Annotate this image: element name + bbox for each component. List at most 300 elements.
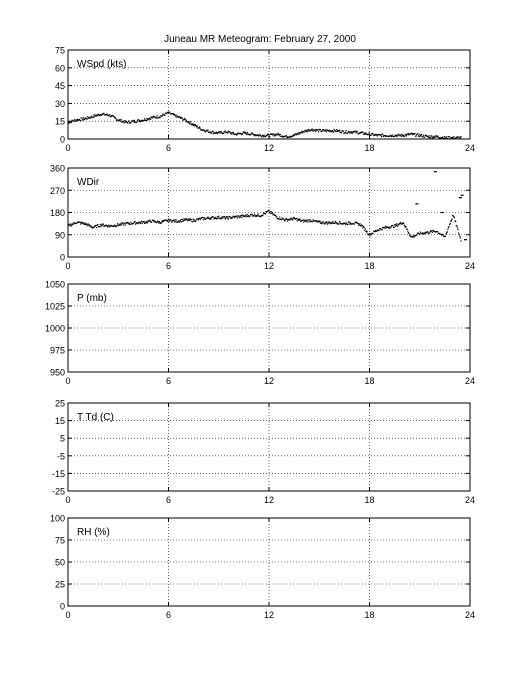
data-point (331, 131, 332, 132)
data-point (106, 113, 107, 114)
data-point (365, 228, 366, 229)
data-point (142, 223, 143, 224)
x-tick-label: 0 (65, 610, 71, 620)
data-point (460, 138, 461, 139)
x-tick-label: 18 (364, 376, 375, 386)
data-point (390, 226, 391, 227)
data-point (292, 136, 293, 137)
data-point (144, 223, 145, 224)
data-point (332, 221, 333, 222)
data-point (401, 136, 402, 137)
data-point (308, 219, 309, 220)
data-point (268, 209, 269, 210)
data-point (458, 232, 459, 233)
data-point (163, 221, 164, 222)
data-point (278, 134, 279, 135)
data-point (435, 136, 436, 137)
data-point (75, 121, 76, 122)
data-point (441, 212, 444, 213)
data-point (286, 135, 287, 136)
data-point (405, 226, 406, 227)
data-point (230, 132, 231, 133)
data-point (333, 131, 334, 132)
data-point (461, 195, 464, 196)
data-point (87, 225, 88, 226)
data-point (457, 227, 458, 228)
data-point (258, 213, 259, 214)
data-point (349, 131, 350, 132)
data-point (460, 237, 461, 238)
data-point (93, 117, 94, 118)
x-tick-label: 12 (263, 261, 275, 271)
data-point (427, 231, 428, 232)
data-point (172, 113, 173, 114)
data-point (297, 220, 298, 221)
data-point (195, 220, 196, 221)
data-point (79, 222, 80, 223)
x-tick-label: 24 (464, 495, 476, 505)
data-point (177, 221, 178, 222)
data-point (372, 133, 373, 134)
y-tick-label: 1050 (44, 279, 65, 290)
panel-label: P (mb) (77, 293, 107, 304)
data-point (171, 221, 172, 222)
data-point (120, 121, 121, 122)
data-point (134, 221, 135, 222)
data-point (298, 132, 299, 133)
data-point (381, 229, 382, 230)
data-point (192, 123, 193, 124)
data-point (200, 128, 201, 129)
data-point (166, 113, 167, 114)
data-point (336, 222, 337, 223)
data-point (182, 221, 183, 222)
x-tick-label: 18 (364, 495, 375, 505)
data-point (245, 132, 246, 133)
data-point (369, 235, 370, 236)
data-point (298, 134, 299, 135)
data-point (305, 131, 306, 132)
data-point (335, 221, 336, 222)
data-point (424, 233, 425, 234)
data-point (113, 226, 114, 227)
y-tick-label: 90 (54, 230, 65, 241)
data-point (77, 119, 78, 120)
data-point (275, 135, 276, 136)
data-point (244, 131, 245, 132)
data-point (124, 122, 125, 123)
data-point (262, 215, 263, 216)
data-point (432, 137, 433, 138)
y-tick-label: 45 (54, 81, 65, 92)
data-point (199, 218, 200, 219)
data-point (217, 216, 218, 217)
data-point (188, 218, 189, 219)
data-point (182, 219, 183, 220)
data-point (320, 221, 321, 222)
x-tick-label: 6 (165, 495, 172, 505)
data-point (149, 220, 150, 221)
data-point (116, 225, 117, 226)
data-point (343, 131, 344, 132)
x-tick-label: 0 (65, 376, 71, 386)
data-point (291, 217, 292, 218)
data-point (305, 130, 306, 131)
data-point (308, 129, 309, 130)
data-point (362, 225, 363, 226)
data-point (445, 236, 446, 237)
data-point (409, 234, 410, 235)
data-point (380, 135, 381, 136)
data-point (109, 114, 110, 115)
data-point (121, 119, 122, 120)
y-tick-label: 360 (49, 163, 65, 174)
data-point (264, 135, 265, 136)
data-point (188, 122, 189, 123)
data-point (194, 125, 195, 126)
y-tick-label: 100 (49, 513, 65, 524)
data-point (133, 120, 134, 121)
data-point (224, 216, 225, 217)
data-point (183, 119, 184, 120)
data-point (369, 132, 370, 133)
data-point (244, 216, 245, 217)
data-point (210, 132, 211, 133)
data-point (419, 234, 420, 235)
data-point (200, 219, 201, 220)
x-tick-label: 24 (464, 610, 476, 620)
data-point (272, 212, 273, 213)
x-tick-label: 0 (65, 143, 71, 153)
data-point (385, 226, 386, 227)
data-point (73, 224, 74, 225)
data-point (335, 131, 336, 132)
data-point (84, 222, 85, 223)
data-point (448, 136, 449, 137)
data-point (166, 220, 167, 221)
y-tick-label: 30 (54, 98, 65, 109)
data-point (157, 115, 158, 116)
data-point (175, 116, 176, 117)
data-point (378, 230, 379, 231)
data-point (338, 131, 339, 132)
data-point (195, 124, 196, 125)
data-point (249, 216, 250, 217)
data-point (224, 217, 225, 218)
data-point (400, 134, 401, 135)
data-point (398, 134, 399, 135)
y-tick-label: 0 (59, 134, 65, 145)
data-point (310, 219, 311, 220)
data-point (277, 133, 278, 134)
panel-2 (50, 164, 475, 272)
data-point (88, 223, 89, 224)
x-tick-label: 24 (464, 261, 476, 271)
data-point (432, 232, 433, 233)
data-point (99, 226, 100, 227)
data-point (449, 136, 450, 137)
y-tick-label: 270 (49, 185, 65, 196)
data-point (148, 221, 149, 222)
data-point (396, 225, 397, 226)
y-tick-label: 75 (54, 535, 65, 546)
data-point (210, 218, 211, 219)
data-point (392, 134, 393, 135)
data-point (227, 217, 228, 218)
y-tick-label: 15 (54, 416, 65, 427)
data-point (194, 219, 195, 220)
data-point (394, 136, 395, 137)
data-point (429, 232, 430, 233)
data-point (416, 135, 417, 136)
panel-4 (52, 399, 475, 506)
data-point (202, 217, 203, 218)
data-point (198, 219, 199, 220)
data-point (246, 133, 247, 134)
data-point (414, 133, 415, 134)
data-point (454, 217, 455, 218)
data-point (316, 129, 317, 130)
data-point (136, 122, 137, 123)
data-point (270, 213, 271, 214)
data-point (355, 130, 356, 131)
data-point (158, 223, 159, 224)
data-point (365, 132, 366, 133)
data-point (334, 223, 335, 224)
data-point (182, 118, 183, 119)
data-point (213, 216, 214, 217)
data-point (133, 121, 134, 122)
data-point (367, 231, 368, 232)
data-point (103, 113, 104, 114)
data-point (197, 125, 198, 126)
data-point (459, 197, 462, 198)
data-point (190, 122, 191, 123)
data-point (258, 134, 259, 135)
data-point (263, 136, 264, 137)
data-point (205, 131, 206, 132)
data-point (239, 216, 240, 217)
data-point (87, 116, 88, 117)
data-point (169, 112, 170, 113)
data-point (297, 218, 298, 219)
data-point (219, 131, 220, 132)
data-point (384, 227, 385, 228)
data-point (162, 221, 163, 222)
data-point (325, 130, 326, 131)
panel-1 (55, 46, 475, 154)
data-point (325, 223, 326, 224)
data-point (355, 132, 356, 133)
data-point (275, 215, 276, 216)
data-point (391, 136, 392, 137)
data-point (94, 116, 95, 117)
data-point (223, 133, 224, 134)
data-point (307, 131, 308, 132)
data-point (326, 222, 327, 223)
data-point (428, 137, 429, 138)
data-point (313, 131, 314, 132)
data-point (152, 117, 153, 118)
data-point (70, 223, 71, 224)
data-point (148, 119, 149, 120)
data-point (173, 220, 174, 221)
panel-label: T Td (C) (77, 412, 114, 423)
x-tick-label: 12 (263, 610, 275, 620)
data-point (244, 133, 245, 134)
data-point (296, 134, 297, 135)
data-point (402, 223, 403, 224)
data-point (234, 217, 235, 218)
data-point (319, 221, 320, 222)
data-point (326, 221, 327, 222)
data-point (242, 133, 243, 134)
data-point (185, 121, 186, 122)
data-point (238, 215, 239, 216)
data-point (404, 225, 405, 226)
data-point (221, 217, 222, 218)
data-point (283, 219, 284, 220)
data-point (422, 232, 423, 233)
data-point (318, 131, 319, 132)
data-point (191, 219, 192, 220)
data-point (96, 116, 97, 117)
y-tick-label: 60 (54, 63, 65, 74)
data-point (307, 221, 308, 222)
data-point (81, 222, 82, 223)
data-point (175, 221, 176, 222)
data-point (314, 129, 315, 130)
data-point (218, 218, 219, 219)
data-point (140, 223, 141, 224)
data-point (120, 225, 121, 226)
data-point (169, 220, 170, 221)
data-point (352, 131, 353, 132)
data-point (134, 120, 135, 121)
data-point (90, 225, 91, 226)
data-point (320, 223, 321, 224)
data-point (406, 135, 407, 136)
data-point (103, 224, 104, 225)
data-point (270, 211, 271, 212)
data-point (417, 133, 418, 134)
data-point (303, 222, 304, 223)
data-point (329, 130, 330, 131)
data-point (453, 136, 454, 137)
figure-title: Juneau MR Meteogram: February 27, 2000 (164, 34, 356, 45)
data-point (141, 120, 142, 121)
data-point (442, 234, 443, 235)
data-point (207, 217, 208, 218)
data-point (100, 226, 101, 227)
data-point (396, 223, 397, 224)
x-tick-label: 18 (364, 143, 375, 153)
data-point (299, 133, 300, 134)
data-point (160, 117, 161, 118)
data-point (351, 132, 352, 133)
data-point (457, 229, 458, 230)
panel-5 (50, 514, 475, 621)
data-point (232, 217, 233, 218)
data-point (261, 136, 262, 137)
data-point (130, 224, 131, 225)
data-point (271, 211, 272, 212)
data-point (87, 118, 88, 119)
data-point (448, 138, 449, 139)
data-point (459, 234, 460, 235)
data-point (419, 136, 420, 137)
data-point (448, 227, 449, 228)
data-point (362, 227, 363, 228)
data-point (451, 218, 452, 219)
data-point (233, 132, 234, 133)
data-point (183, 218, 184, 219)
data-point (71, 225, 72, 226)
data-point (415, 203, 418, 204)
data-point (448, 226, 449, 227)
data-point (447, 231, 448, 232)
data-point (194, 124, 195, 125)
data-point (301, 132, 302, 133)
x-tick-label: 6 (165, 610, 172, 620)
data-point (235, 133, 236, 134)
data-point (168, 219, 169, 220)
data-point (455, 221, 456, 222)
data-point (300, 219, 301, 220)
data-point (403, 223, 404, 224)
data-point (441, 234, 442, 235)
data-point (119, 119, 120, 120)
y-tick-label: 15 (54, 116, 65, 127)
data-point (224, 131, 225, 132)
data-point (123, 224, 124, 225)
y-tick-label: 1025 (44, 301, 65, 312)
data-point (156, 117, 157, 118)
data-point (450, 221, 451, 222)
data-point (430, 137, 431, 138)
x-tick-label: 6 (165, 143, 172, 153)
x-tick-label: 12 (263, 376, 275, 386)
data-point (447, 138, 448, 139)
data-point (75, 119, 76, 120)
data-point (268, 134, 269, 135)
data-point (121, 224, 122, 225)
data-point (279, 217, 280, 218)
data-point (240, 215, 241, 216)
data-point (285, 220, 286, 221)
data-point (362, 132, 363, 133)
data-point (236, 216, 237, 217)
data-point (89, 224, 90, 225)
data-point (178, 220, 179, 221)
data-point (389, 226, 390, 227)
x-tick-label: 6 (165, 261, 172, 271)
data-point (215, 218, 216, 219)
data-point (460, 240, 461, 241)
data-point (337, 131, 338, 132)
data-point (253, 134, 254, 135)
data-point (339, 130, 340, 131)
data-point (145, 221, 146, 222)
data-point (273, 133, 274, 134)
data-point (322, 130, 323, 131)
data-point (446, 136, 447, 137)
data-point (393, 227, 394, 228)
data-point (167, 220, 168, 221)
data-point (227, 132, 228, 133)
data-point (420, 232, 421, 233)
data-point (329, 222, 330, 223)
